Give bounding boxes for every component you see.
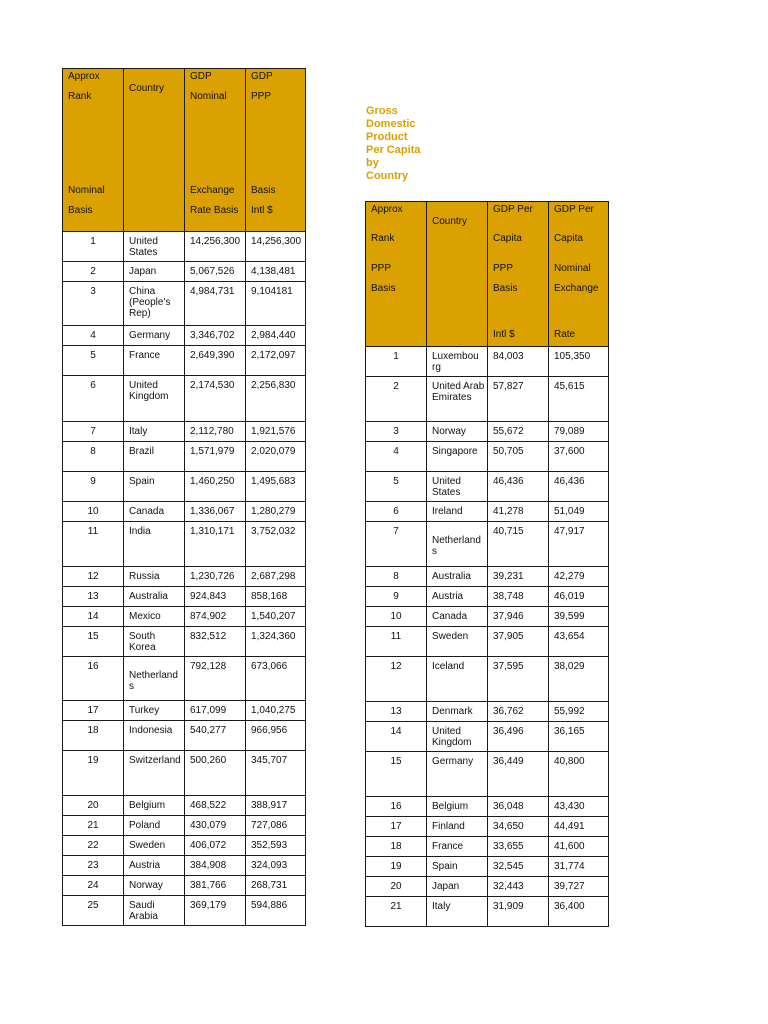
gdp-per-capita-table	[365, 201, 609, 927]
country-cell: Russia	[124, 567, 185, 587]
country-cell: Italy	[124, 422, 185, 442]
gdp-nominal-cell: 832,512	[185, 627, 246, 657]
rank-cell: 13	[366, 702, 427, 722]
rank-cell: 4	[366, 442, 427, 472]
gdp-nominal-cell: 384,908	[185, 856, 246, 876]
gdp-per-capita-nominal-cell: 47,917	[549, 522, 609, 567]
table-row	[366, 837, 609, 857]
country-cell: India	[124, 522, 185, 567]
gdp-per-capita-nominal-cell: 39,599	[549, 607, 609, 627]
gdp-ppp-cell: 2,984,440	[246, 326, 306, 346]
gdp-per-capita-ppp-cell: 36,449	[488, 752, 549, 797]
rank-cell: 1	[63, 232, 124, 262]
rank-cell: 8	[63, 442, 124, 472]
country-cell: China (People's Rep)	[124, 282, 185, 326]
gdp-per-capita-ppp-cell: 38,748	[488, 587, 549, 607]
table-row	[366, 752, 609, 797]
header-line: PPP	[371, 263, 392, 274]
country-cell: Norway	[124, 876, 185, 896]
gdp-per-capita-nominal-cell: 38,029	[549, 657, 609, 702]
country-cell: France	[427, 837, 488, 857]
rank-cell: 7	[63, 422, 124, 442]
gdp-ppp-cell: 727,086	[246, 816, 306, 836]
gdp-nominal-cell: 5,067,526	[185, 262, 246, 282]
gdp-ppp-cell: 2,020,079	[246, 442, 306, 472]
header-gdp-ppp	[246, 69, 306, 232]
country-cell: France	[124, 346, 185, 376]
table-row	[63, 587, 306, 607]
gdp-per-capita-ppp-cell: 36,496	[488, 722, 549, 752]
gdp-per-capita-ppp-cell: 55,672	[488, 422, 549, 442]
gdp-ppp-cell: 1,495,683	[246, 472, 306, 502]
country-cell: Switzerland	[124, 751, 185, 796]
table-row	[366, 627, 609, 657]
header-country	[124, 69, 185, 232]
table-row	[63, 522, 306, 567]
country-cell: Germany	[124, 326, 185, 346]
table-row	[63, 701, 306, 721]
gdp-per-capita-nominal-cell: 46,019	[549, 587, 609, 607]
gdp-nominal-cell: 4,984,731	[185, 282, 246, 326]
table-row	[63, 836, 306, 856]
title-line: Domestic	[366, 118, 416, 130]
gdp-nominal-cell: 381,766	[185, 876, 246, 896]
table-row	[366, 502, 609, 522]
gdp-per-capita-nominal-cell: 51,049	[549, 502, 609, 522]
table-row	[63, 721, 306, 751]
gdp-nominal-cell: 540,277	[185, 721, 246, 751]
country-cell: Sweden	[124, 836, 185, 856]
table-row	[63, 856, 306, 876]
rank-cell: 18	[366, 837, 427, 857]
table-row	[63, 232, 306, 262]
country-cell: Mexico	[124, 607, 185, 627]
gdp-ppp-cell: 388,917	[246, 796, 306, 816]
rank-cell: 6	[63, 376, 124, 422]
country-cell: Canada	[427, 607, 488, 627]
gdp-ppp-cell: 966,956	[246, 721, 306, 751]
gdp-nominal-table	[62, 68, 306, 926]
country-cell: Iceland	[427, 657, 488, 702]
gdp-per-capita-ppp-cell: 37,595	[488, 657, 549, 702]
header-line: Intl $	[251, 205, 273, 216]
country-cell: Ireland	[427, 502, 488, 522]
gdp-nominal-cell: 500,260	[185, 751, 246, 796]
country-cell: Netherlands	[124, 657, 185, 701]
gdp-nominal-cell: 1,230,726	[185, 567, 246, 587]
table-row	[63, 627, 306, 657]
country-cell: Spain	[427, 857, 488, 877]
table-row	[63, 657, 306, 701]
rank-cell: 14	[366, 722, 427, 752]
gdp-per-capita-nominal-cell: 41,600	[549, 837, 609, 857]
table-row	[63, 442, 306, 472]
table-row	[366, 897, 609, 927]
gdp-per-capita-nominal-cell: 55,992	[549, 702, 609, 722]
table-row	[366, 607, 609, 627]
title-line: Gross	[366, 105, 398, 117]
header-gdp-nominal	[185, 69, 246, 232]
gdp-per-capita-ppp-cell: 31,909	[488, 897, 549, 927]
gdp-per-capita-nominal-cell: 46,436	[549, 472, 609, 502]
country-cell: Brazil	[124, 442, 185, 472]
rank-cell: 1	[366, 347, 427, 377]
header-line: Basis	[493, 283, 518, 294]
gdp-per-capita-ppp-cell: 37,905	[488, 627, 549, 657]
gdp-per-capita-ppp-cell: 32,443	[488, 877, 549, 897]
country-cell: Australia	[427, 567, 488, 587]
rank-cell: 16	[63, 657, 124, 701]
gdp-per-capita-nominal-cell: 37,600	[549, 442, 609, 472]
country-cell: Spain	[124, 472, 185, 502]
country-cell: Saudi Arabia	[124, 896, 185, 926]
gdp-nominal-cell: 2,112,780	[185, 422, 246, 442]
gdp-per-capita-ppp-cell: 37,946	[488, 607, 549, 627]
gdp-nominal-cell: 2,649,390	[185, 346, 246, 376]
header-line: Capita	[493, 233, 522, 244]
table-row	[366, 587, 609, 607]
rank-cell: 15	[366, 752, 427, 797]
rank-cell: 5	[63, 346, 124, 376]
country-cell: Canada	[124, 502, 185, 522]
rank-cell: 4	[63, 326, 124, 346]
header-line: GDP	[190, 71, 212, 82]
gdp-per-capita-nominal-cell: 31,774	[549, 857, 609, 877]
gdp-per-capita-nominal-cell: 42,279	[549, 567, 609, 587]
table-row	[366, 522, 609, 567]
country-cell: United States	[427, 472, 488, 502]
rank-cell: 17	[63, 701, 124, 721]
country-cell: Singapore	[427, 442, 488, 472]
country-cell: Netherlands	[427, 522, 488, 567]
gdp-nominal-cell: 3,346,702	[185, 326, 246, 346]
country-cell: Germany	[427, 752, 488, 797]
country-cell: Austria	[124, 856, 185, 876]
gdp-per-capita-nominal-cell: 43,654	[549, 627, 609, 657]
gdp-ppp-cell: 2,172,097	[246, 346, 306, 376]
table-row	[63, 422, 306, 442]
gdp-per-capita-nominal-cell: 45,615	[549, 377, 609, 422]
gdp-nominal-cell: 924,843	[185, 587, 246, 607]
country-cell: Denmark	[427, 702, 488, 722]
gdp-ppp-cell: 9,104181	[246, 282, 306, 326]
rank-cell: 5	[366, 472, 427, 502]
gdp-ppp-cell: 1,921,576	[246, 422, 306, 442]
gdp-ppp-cell: 594,886	[246, 896, 306, 926]
gdp-per-capita-ppp-cell: 46,436	[488, 472, 549, 502]
gdp-ppp-cell: 3,752,032	[246, 522, 306, 567]
header-line: Capita	[554, 233, 583, 244]
rank-cell: 2	[366, 377, 427, 422]
header-line: Country	[129, 83, 165, 94]
gdp-ppp-cell: 2,256,830	[246, 376, 306, 422]
gdp-per-capita-nominal-cell: 105,350	[549, 347, 609, 377]
table-row	[63, 567, 306, 587]
table-row	[63, 816, 306, 836]
header-line: Nominal	[190, 91, 227, 102]
gdp-per-capita-ppp-cell: 57,827	[488, 377, 549, 422]
gdp-per-capita-ppp-cell: 50,705	[488, 442, 549, 472]
header-line: Basis	[251, 185, 276, 196]
gdp-per-capita-nominal-cell: 79,089	[549, 422, 609, 442]
table-row	[366, 817, 609, 837]
gdp-per-capita-ppp-cell: 32,545	[488, 857, 549, 877]
title-line: Product	[366, 131, 408, 143]
rank-cell: 24	[63, 876, 124, 896]
rank-cell: 9	[366, 587, 427, 607]
rank-cell: 3	[366, 422, 427, 442]
table-row	[63, 607, 306, 627]
gdp-per-capita-ppp-cell: 40,715	[488, 522, 549, 567]
table-row	[63, 346, 306, 376]
rank-cell: 9	[63, 472, 124, 502]
country-cell: Poland	[124, 816, 185, 836]
rank-cell: 20	[366, 877, 427, 897]
header-line: GDP Per	[554, 204, 594, 215]
gdp-per-capita-ppp-cell: 36,762	[488, 702, 549, 722]
rank-cell: 22	[63, 836, 124, 856]
rank-cell: 12	[63, 567, 124, 587]
table-row	[366, 377, 609, 422]
header-line: Intl $	[493, 329, 515, 340]
table-row	[63, 796, 306, 816]
country-cell: Norway	[427, 422, 488, 442]
header-line: Rate	[554, 329, 576, 340]
header-line: Rank	[68, 91, 92, 102]
table-row	[366, 797, 609, 817]
rank-cell: 6	[366, 502, 427, 522]
country-cell: Indonesia	[124, 721, 185, 751]
gdp-ppp-cell: 14,256,300	[246, 232, 306, 262]
country-cell: Belgium	[427, 797, 488, 817]
header-country	[427, 202, 488, 347]
table-row	[63, 751, 306, 796]
rank-cell: 20	[63, 796, 124, 816]
table-row	[366, 702, 609, 722]
gdp-nominal-cell: 468,522	[185, 796, 246, 816]
country-cell: Belgium	[124, 796, 185, 816]
gdp-ppp-cell: 1,540,207	[246, 607, 306, 627]
gdp-nominal-cell: 369,179	[185, 896, 246, 926]
rank-cell: 10	[366, 607, 427, 627]
gdp-nominal-cell: 874,902	[185, 607, 246, 627]
rank-cell: 21	[63, 816, 124, 836]
country-cell: South Korea	[124, 627, 185, 657]
rank-cell: 2	[63, 262, 124, 282]
table-row	[366, 347, 609, 377]
rank-cell: 3	[63, 282, 124, 326]
rank-cell: 16	[366, 797, 427, 817]
country-cell: Australia	[124, 587, 185, 607]
gdp-nominal-cell: 14,256,300	[185, 232, 246, 262]
gdp-nominal-cell: 1,571,979	[185, 442, 246, 472]
table-row	[366, 657, 609, 702]
gdp-nominal-cell: 617,099	[185, 701, 246, 721]
gdp-per-capita-nominal-cell: 39,727	[549, 877, 609, 897]
table-row	[366, 857, 609, 877]
gdp-ppp-cell: 324,093	[246, 856, 306, 876]
gdp-ppp-cell: 1,280,279	[246, 502, 306, 522]
gdp-ppp-cell: 2,687,298	[246, 567, 306, 587]
table-row	[366, 422, 609, 442]
rank-cell: 7	[366, 522, 427, 567]
country-cell: United Arab Emirates	[427, 377, 488, 422]
header-line: Nominal	[68, 185, 105, 196]
gdp-per-capita-nominal-cell: 40,800	[549, 752, 609, 797]
header-line: Exchange	[190, 185, 235, 196]
header-line: Approx	[68, 71, 100, 82]
country-cell: Italy	[427, 897, 488, 927]
gdp-ppp-cell: 352,593	[246, 836, 306, 856]
header-rank	[366, 202, 427, 347]
title-line: by	[366, 157, 379, 169]
table-row	[63, 326, 306, 346]
header-line: GDP	[251, 71, 273, 82]
header-gdp-per-capita-nominal	[549, 202, 609, 347]
table-row	[366, 472, 609, 502]
gdp-per-capita-ppp-cell: 36,048	[488, 797, 549, 817]
rank-cell: 13	[63, 587, 124, 607]
table-row	[366, 877, 609, 897]
country-cell: United States	[124, 232, 185, 262]
gdp-ppp-cell: 1,040,275	[246, 701, 306, 721]
page-title	[366, 105, 438, 183]
gdp-ppp-cell: 268,731	[246, 876, 306, 896]
gdp-per-capita-ppp-cell: 39,231	[488, 567, 549, 587]
rank-cell: 19	[366, 857, 427, 877]
rank-cell: 23	[63, 856, 124, 876]
gdp-nominal-cell: 1,310,171	[185, 522, 246, 567]
table-row	[63, 472, 306, 502]
gdp-nominal-cell: 1,336,067	[185, 502, 246, 522]
table-row	[63, 262, 306, 282]
table-row	[63, 502, 306, 522]
title-line: Per Capita	[366, 144, 421, 156]
country-cell: Finland	[427, 817, 488, 837]
gdp-per-capita-ppp-cell: 84,003	[488, 347, 549, 377]
rank-cell: 8	[366, 567, 427, 587]
rank-cell: 25	[63, 896, 124, 926]
gdp-ppp-cell: 345,707	[246, 751, 306, 796]
header-line: Basis	[371, 283, 396, 294]
gdp-ppp-cell: 4,138,481	[246, 262, 306, 282]
gdp-nominal-cell: 792,128	[185, 657, 246, 701]
header-line: Exchange	[554, 283, 599, 294]
table-row	[366, 567, 609, 587]
gdp-per-capita-ppp-cell: 34,650	[488, 817, 549, 837]
header-rank	[63, 69, 124, 232]
rank-cell: 15	[63, 627, 124, 657]
gdp-per-capita-ppp-cell: 33,655	[488, 837, 549, 857]
title-line: Country	[366, 170, 409, 182]
gdp-per-capita-nominal-cell: 36,400	[549, 897, 609, 927]
table-row	[366, 442, 609, 472]
gdp-ppp-cell: 1,324,360	[246, 627, 306, 657]
country-cell: United Kingdom	[427, 722, 488, 752]
table-row	[366, 722, 609, 752]
rank-cell: 12	[366, 657, 427, 702]
country-cell: Japan	[427, 877, 488, 897]
country-cell: Sweden	[427, 627, 488, 657]
header-line: Rate Basis	[190, 205, 239, 216]
table-row	[63, 896, 306, 926]
header-line: Approx	[371, 204, 403, 215]
header-gdp-per-capita-ppp	[488, 202, 549, 347]
rank-cell: 14	[63, 607, 124, 627]
table-row	[63, 282, 306, 326]
table-header-row	[366, 202, 609, 347]
gdp-nominal-cell: 406,072	[185, 836, 246, 856]
header-line: Basis	[68, 205, 93, 216]
header-line: PPP	[493, 263, 514, 274]
rank-cell: 21	[366, 897, 427, 927]
country-cell: Japan	[124, 262, 185, 282]
country-cell: Austria	[427, 587, 488, 607]
rank-cell: 11	[63, 522, 124, 567]
rank-cell: 17	[366, 817, 427, 837]
country-cell: Luxembou rg	[427, 347, 488, 377]
gdp-per-capita-ppp-cell: 41,278	[488, 502, 549, 522]
rank-cell: 11	[366, 627, 427, 657]
table-header-row	[63, 69, 306, 232]
rank-cell: 18	[63, 721, 124, 751]
gdp-per-capita-nominal-cell: 43,430	[549, 797, 609, 817]
gdp-nominal-cell: 1,460,250	[185, 472, 246, 502]
rank-cell: 19	[63, 751, 124, 796]
table-row	[63, 876, 306, 896]
table-row	[63, 376, 306, 422]
header-line: Country	[432, 216, 468, 227]
country-cell: United Kingdom	[124, 376, 185, 422]
gdp-ppp-cell: 858,168	[246, 587, 306, 607]
header-line: Nominal	[554, 263, 591, 274]
gdp-ppp-cell: 673,066	[246, 657, 306, 701]
gdp-nominal-cell: 2,174,530	[185, 376, 246, 422]
gdp-nominal-cell: 430,079	[185, 816, 246, 836]
rank-cell: 10	[63, 502, 124, 522]
gdp-per-capita-nominal-cell: 44,491	[549, 817, 609, 837]
country-cell: Turkey	[124, 701, 185, 721]
header-line: PPP	[251, 91, 272, 102]
gdp-per-capita-nominal-cell: 36,165	[549, 722, 609, 752]
header-line: Rank	[371, 233, 395, 244]
header-line: GDP Per	[493, 204, 533, 215]
